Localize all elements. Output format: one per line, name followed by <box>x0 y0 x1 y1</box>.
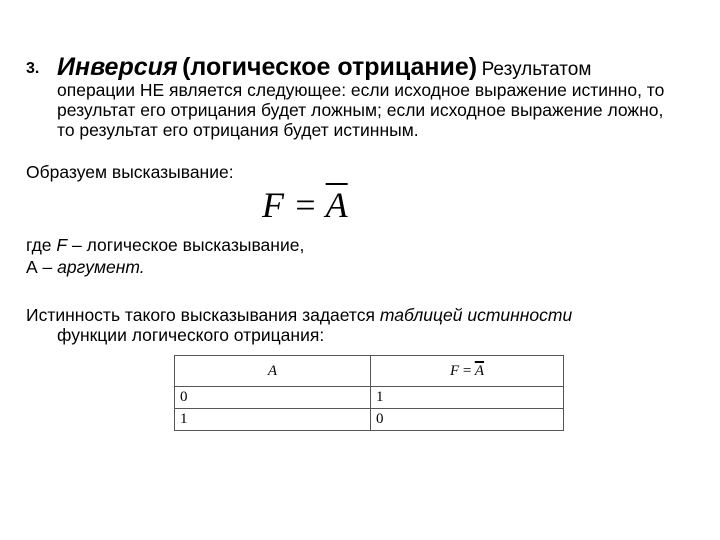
definition-f-var: F <box>56 235 68 255</box>
truth-intro-italic: таблицей истинности <box>379 305 573 325</box>
truth-header-f-right: $\overline{A}$ <box>474 362 485 379</box>
truth-cell-a: 1 <box>175 409 371 431</box>
item-heading <box>57 53 591 82</box>
definition-a <box>26 257 145 277</box>
truth-intro-line1 <box>26 305 572 325</box>
table-row <box>175 409 564 431</box>
truth-header-f-eq: = <box>462 362 472 379</box>
truth-header-a-label: A <box>267 362 278 379</box>
item-lead: Результатом <box>481 59 592 80</box>
definition-f <box>26 235 304 255</box>
statement-intro: Образуем высказывание: <box>26 162 234 182</box>
formula-right: $\overline{A}$ <box>325 185 348 225</box>
formula <box>262 184 348 226</box>
truth-header-f-left: F <box>449 362 460 379</box>
definition-a-var: A <box>26 257 38 277</box>
item-number: 3. <box>26 60 40 77</box>
truth-table <box>174 355 564 431</box>
table-row <box>175 387 564 409</box>
truth-cell-a: 0 <box>175 387 371 409</box>
definition-f-suffix: – логическое высказывание, <box>67 235 305 255</box>
definition-a-suffix: – аргумент. <box>37 257 145 277</box>
formula-equals: = <box>293 185 318 225</box>
definition-f-prefix: где <box>26 235 57 255</box>
truth-intro-start: Истинность такого высказывания задается <box>26 305 380 325</box>
truth-cell-f: 1 <box>371 387 564 409</box>
item-title: Инверсия <box>57 53 178 81</box>
item-title-rest: (логическое отрицание) <box>182 53 478 81</box>
formula-left: F <box>262 185 284 225</box>
truth-intro-line2: функции логического отрицания: <box>57 325 325 345</box>
item-body: операции НЕ является следующее: если исходное выражение истинно, то результат его отрицания будет ложным; если исходное выражение ложно, то результат его отрицания будет истинным. <box>57 80 665 140</box>
truth-header-f <box>371 356 564 387</box>
truth-table-header <box>175 356 564 387</box>
truth-cell-f: 0 <box>371 409 564 431</box>
truth-header-a <box>175 356 371 387</box>
